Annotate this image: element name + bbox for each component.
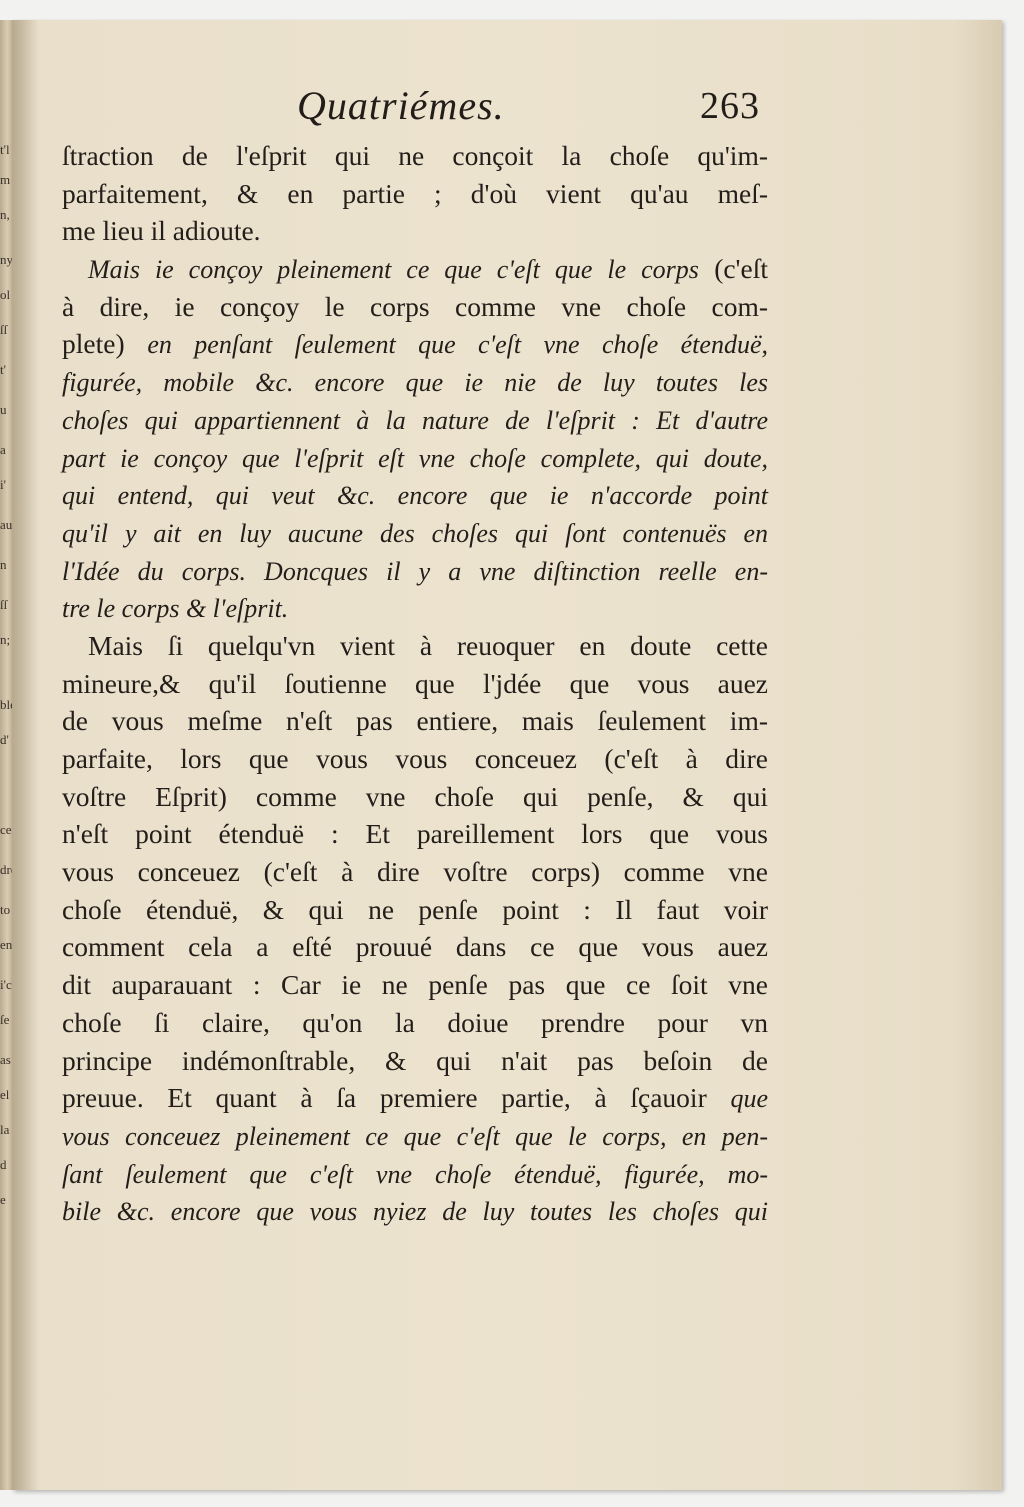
text-line (62, 363, 768, 401)
text-line (62, 1192, 768, 1230)
roman-text: plete) (62, 328, 148, 360)
book-page (12, 20, 1002, 1490)
text-line (62, 740, 768, 778)
roman-text: choſe étenduë, & qui ne penſe point : Il faut voir (62, 893, 768, 925)
italic-text: tre le corps & l'eſprit. (62, 594, 289, 624)
page-number: 263 (700, 85, 760, 127)
roman-text: dit auparauant : Car ie ne penſe pas que ce ſoit vne (62, 969, 768, 1001)
text-line (62, 1117, 768, 1155)
roman-text: principe indémonſtrable, & qui n'ait pas beſoin de (62, 1044, 768, 1076)
roman-text: Mais ſi quelqu'vn vient à reuoquer en doute cette (88, 629, 768, 661)
roman-text: parfaite, lors que vous vous conceuez (c'eſt à dire (62, 743, 768, 774)
roman-text: (c'eſt (698, 253, 768, 285)
roman-text: mineure,& qu'il ſoutienne que l'jdée que vous auez (62, 667, 768, 699)
text-line (62, 778, 768, 816)
roman-text: me lieu il adioute. (62, 215, 261, 247)
roman-text: vous conceuez (c'eſt à dire voſtre corps) comme vne (62, 856, 768, 888)
roman-text: à dire, ie conçoy le corps comme vne choſe com- (62, 290, 768, 322)
roman-text: comment cela a eſté prouué dans ce que vous auez (62, 931, 768, 963)
body-text (62, 137, 768, 1230)
italic-text: vous conceuez pleinement ce que c'eſt que le corps, en pen- (62, 1121, 768, 1151)
text-line (62, 928, 768, 966)
text-line (62, 627, 768, 665)
italic-text: qu'il y ait en luy aucune des choſes qui ſont contenuës en (62, 518, 768, 548)
italic-text: Mais ie conçoy pleinement ce que c'eſt que le corps (88, 255, 699, 285)
text-line (62, 1004, 768, 1042)
text-line (62, 476, 768, 514)
text-line (62, 702, 768, 740)
text-line (62, 250, 768, 288)
text-line (62, 288, 768, 326)
text-line (62, 665, 768, 703)
text-line (62, 589, 768, 627)
text-line (62, 853, 768, 891)
roman-text: n'eſt point étenduë : Et pareillement lors que vous (62, 818, 768, 850)
text-line (62, 514, 768, 552)
text-line (62, 552, 768, 590)
roman-text: choſe ſi claire, qu'on la doiue prendre pour vn (62, 1006, 768, 1038)
text-line (62, 439, 768, 477)
previous-page-edge (0, 20, 12, 1490)
italic-text: figurée, mobile &c. encore que ie nie de luy toutes les (62, 368, 768, 398)
text-line (62, 1155, 768, 1193)
italic-text: que (730, 1084, 768, 1114)
text-line (62, 325, 768, 363)
roman-text: voſtre Eſprit) comme vne choſe qui penſe, & qui (62, 780, 768, 812)
text-line (62, 891, 768, 929)
roman-text: ſtraction de l'eſprit qui ne conçoit la choſe qu'im- (62, 140, 768, 171)
text-line (62, 175, 768, 213)
running-head: Quatriémes. (297, 83, 505, 128)
text-line (62, 1042, 768, 1080)
text-line (62, 1079, 768, 1117)
italic-text: part ie conçoy que l'eſprit eſt vne choſe complete, qui doute, (62, 443, 768, 473)
italic-text: ſant ſeulement que c'eſt vne choſe étenduë, figurée, mo- (62, 1159, 768, 1189)
text-line (62, 401, 768, 439)
italic-text: qui entend, qui veut &c. encore que ie n'accorde point (62, 481, 768, 511)
roman-text: parfaitement, & en partie ; d'où vient qu'au meſ- (62, 177, 768, 209)
italic-text: en penſant ſeulement que c'eſt vne choſe étenduë, (147, 330, 768, 360)
italic-text: bile &c. encore que vous nyiez de luy toutes les choſes qui (62, 1197, 768, 1227)
italic-text: choſes qui appartiennent à la nature de l'eſprit : Et d'autre (62, 405, 768, 435)
italic-text: l'Idée du corps. Doncques il y a vne diſtinction reelle en- (62, 556, 768, 586)
roman-text: preuue. Et quant à ſa premiere partie, à ſçauoir (62, 1082, 731, 1114)
gutter-shadow (12, 20, 38, 1490)
text-line (62, 815, 768, 853)
text-line (62, 212, 768, 250)
roman-text: de vous meſme n'eſt pas entiere, mais ſeulement im- (62, 705, 768, 737)
text-line (62, 966, 768, 1004)
text-line (62, 137, 768, 175)
